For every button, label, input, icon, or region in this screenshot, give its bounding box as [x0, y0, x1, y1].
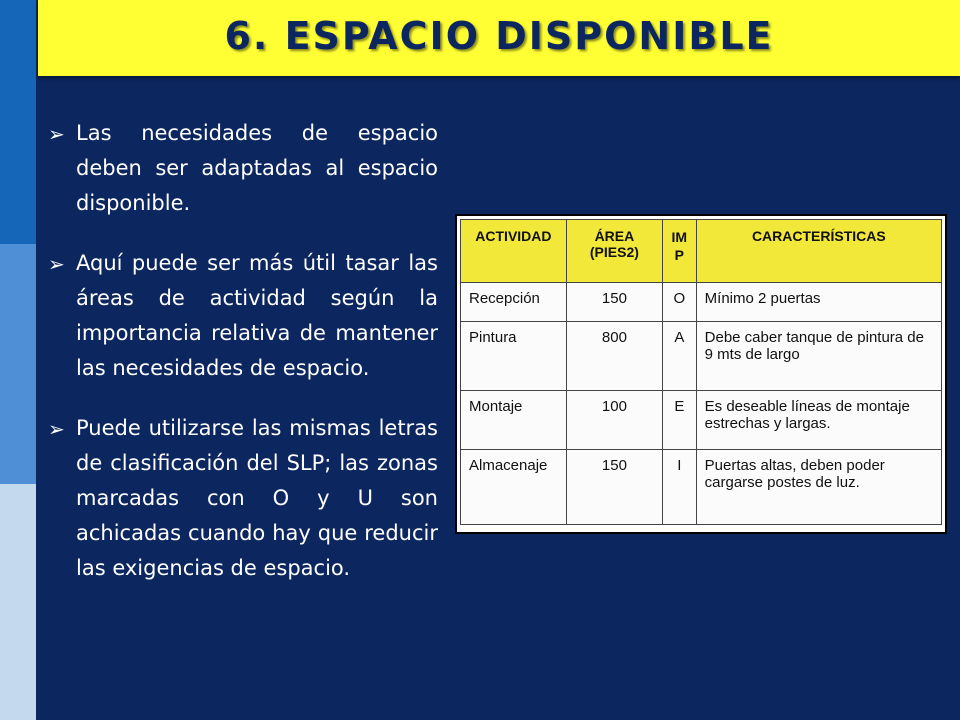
cell-actividad: Recepción — [461, 283, 567, 322]
table-row — [461, 391, 942, 450]
table-row — [461, 283, 942, 322]
header-area: ÁREA (PIES2) — [566, 220, 662, 283]
cell-area: 150 — [566, 450, 662, 525]
activity-table — [460, 219, 942, 525]
cell-actividad: Montaje — [461, 391, 567, 450]
cell-caracteristicas: Puertas altas, deben poder cargarse postes de luz. — [696, 450, 941, 525]
cell-area: 800 — [566, 322, 662, 391]
bullet-item — [48, 246, 438, 386]
bullet-list — [48, 116, 438, 611]
arrow-right-icon: ➢ — [48, 252, 65, 276]
table-row — [461, 322, 942, 391]
bullet-text: Aquí puede ser más útil tasar las áreas de actividad según la importancia relativa de mantener las necesidades de espacio. — [76, 251, 438, 380]
cell-imp: A — [663, 322, 697, 391]
strip-segment-middle — [0, 244, 36, 484]
bullet-text: Las necesidades de espacio deben ser adaptadas al espacio disponible. — [76, 121, 438, 215]
table-row — [461, 450, 942, 525]
cell-actividad: Pintura — [461, 322, 567, 391]
cell-area: 150 — [566, 283, 662, 322]
cell-caracteristicas: Mínimo 2 puertas — [696, 283, 941, 322]
cell-imp: O — [663, 283, 697, 322]
header-caracteristicas: CARACTERÍSTICAS — [696, 220, 941, 283]
cell-imp: I — [663, 450, 697, 525]
header-imp: IM P — [663, 220, 697, 283]
strip-segment-bottom — [0, 484, 36, 720]
slide-title: 6. ESPACIO DISPONIBLE — [224, 14, 774, 58]
side-color-strip — [0, 0, 36, 720]
header-actividad: ACTIVIDAD — [461, 220, 567, 283]
bullet-item — [48, 116, 438, 221]
cell-actividad: Almacenaje — [461, 450, 567, 525]
cell-imp: E — [663, 391, 697, 450]
bullet-text: Puede utilizarse las mismas letras de clasificación del SLP; las zonas marcadas con O y U son achicadas cuando hay que reducir las exigencias de espacio. — [76, 416, 438, 580]
activity-table-panel — [455, 214, 947, 534]
table-header-row — [461, 220, 942, 283]
arrow-right-icon: ➢ — [48, 417, 65, 441]
cell-caracteristicas: Debe caber tanque de pintura de 9 mts de largo — [696, 322, 941, 391]
arrow-right-icon: ➢ — [48, 122, 65, 146]
cell-area: 100 — [566, 391, 662, 450]
cell-caracteristicas: Es deseable líneas de montaje estrechas y largas. — [696, 391, 941, 450]
strip-segment-top — [0, 0, 36, 244]
bullet-item — [48, 411, 438, 586]
